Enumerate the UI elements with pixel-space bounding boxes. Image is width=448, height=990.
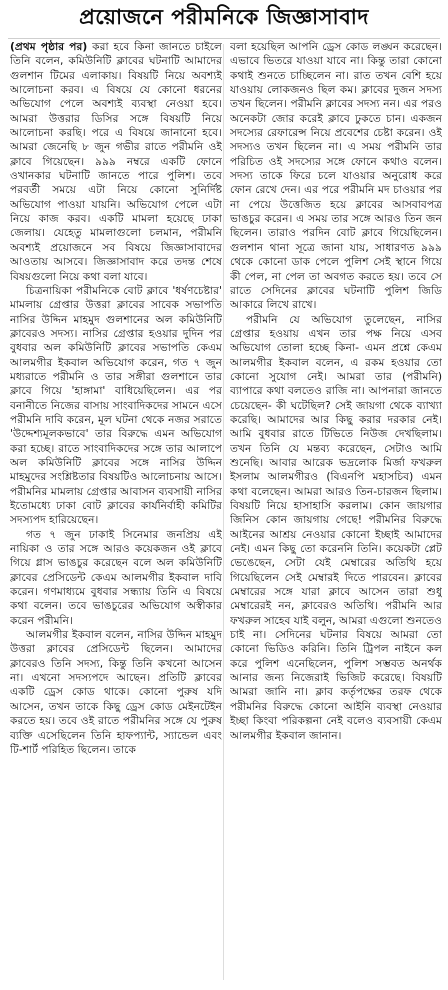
paragraph-text: করা হবে কিনা জানতে চাইলে তিনি বলেন, কমিউনিটি ক্লাবের ঘটনাটি আমাদের গুলশান টিমের এলাকায়। বিষয়টি নিয়ে অবশ্যই আলোচনা করব। এ বিষয়ে যে কোনো ধরনের অভিযোগ পেলে অবশ্যই ব্যবস্থা নেওয়া হবে। আমরা উত্তরার ডিসির সঙ্গে বিষয়টি নিয়ে আলোচনা করছি। পরে এ বিষয়ে জানানো হবে। আমরা জেনেছি ৮ জুন গভীর রাতে পরীমনি ওই ক্লাবে গিয়েছেন। ৯৯৯ নম্বরে একটি ফোনে ওখানকার ঘটনাটি জানতে পারে পুলিশ। তবে পরবর্তী সময়ে এটা নিয়ে কোনো সুনির্দিষ্ট অভিযোগ পাওয়া যায়নি। অভিযোগ পেলে এটা নিয়ে কাজ করব। একটি মামলা হয়েছে ঢাকা জেলায়। যেহেতু মামলাগুলো চলমান, পরীমনি অবশ্যই প্রয়োজনে সব বিষয়ে জিজ্ঞাসাবাদের আওতায় আসবে। জিজ্ঞাসাবাদ করে তদন্ত শেষে বিষয়গুলো নিয়ে কথা বলা যাবে। (10, 40, 222, 283)
paragraph (10, 40, 222, 284)
headline-rule (8, 38, 440, 39)
paragraph: গত ৭ জুন ঢাকাই সিনেমার জনপ্রিয় এই নায়িকা ও তার সঙ্গে আরও কয়েকজন ওই ক্লাবে গিয়ে গ্লাস ভাঙচুর করেছেন বলে অল কমিউনিটি ক্লাবের প্রেসিডেন্ট কেএম আলমগীর ইকবাল দাবি করেন। গণমাধ্যমে বুধবার সন্ধ্যায় তিনি এ বিষয়ে কথা বলেন। তবে ভাঙচুরের অভিযোগ অস্বীকার করেন পরীমনি। (10, 527, 222, 627)
continuation-label: (প্রথম পৃষ্ঠার পর) (10, 40, 88, 53)
article-column-left (10, 40, 222, 986)
article-column-right (230, 40, 442, 986)
paragraph: পরীমনি যে অভিযোগ তুলেছেন, নাসির গ্রেপ্তার হওয়ায় এখন তার পক্ষ নিয়ে এসব অভিযোগ তোলা হচ্ছে কিনা- এমন প্রশ্নে কেএম আলমগীর ইকবাল বলেন, এ রকম হওয়ার তো কোনো সুযোগ নেই। আমরা তার (পরীমনি) ব্যাপারে কথা বলতেও রাজি না। আপনারা জানতে চেয়েছেন- কী ঘটেছিল? সেই জায়গা থেকে ব্যাখ্যা করেছি। আমাদের আর কিছু করার দরকার নেই। আমি বুধবার রাতে টিভিতে নিউজ দেখছিলাম। তখন তিনি যে মন্তব্য করেছেন, সেটাও আমি শুনেছি। আবার আরেক ভদ্রলোক মির্জা ফখরুল ইসলাম আলমগীরও (বিএনপি মহাসচিব) এমন কথা বলেছেন। আমরা আরও তিন-চারজন ছিলাম। বিষয়টি নিয়ে হাসাহাসি করলাম। কোন জায়গার জিনিস কোন জায়গায় গেছে! পরীমনির বিরুদ্ধে আইনের আশ্রয় নেওয়ার কোনো ইচ্ছাই আমাদের নেই। এমন কিছু তো করেননি তিনি। কয়েকটা প্লেট ভেঙেছেন, সেটা যেই মেম্বারের অতিথি হয়ে গিয়েছিলেন সেই মেম্বারই দিতে পারবেন। ক্লাবের মেম্বারের সঙ্গে যারা ক্লাবে আসেন তারা শুধু মেম্বারেরই নন, ক্লাবেরও অতিথি। পরীমনি আর ফখরুল সাহেব যাই বলুন, আমরা এগুলো শুনতেও চাই না। সেদিনের ঘটনার বিষয়ে আমরা তো কোনো ভিডিও করিনি। তিনি ট্রিপল নাইনে কল করে পুলিশ এনেছিলেন, পুলিশ সম্ভবত অনর্থক আনার জন্য নিজেরাই ভিজিট করেছে। বিষয়টি আমরা জানি না। ক্লাব কর্তৃপক্ষের তরফ থেকে পরীমনির বিরুদ্ধে কোনো আইনি ব্যবস্থা নেওয়ার ইচ্ছা কিংবা পরিকল্পনা নেই বলেও ব্যবসায়ী কেএম আলমগীর ইকবাল জানান। (230, 312, 442, 742)
paragraph: বলা হয়েছিল আপনি ড্রেস কোড লঙ্ঘন করেছেন। এভাবে ভিতরে যাওয়া যাবে না। কিন্তু তারা কোনো কথাই শুনতে চাচ্ছিলেন না। রাত তখন বেশি হয়ে যাওয়ায় লোকজনও ছিল কম। ক্লাবের দুজন সদস্য তখন ছিলেন। পরীমনি ক্লাবের সদস্য নন। এর পরও অনেকটা জোর করেই ক্লাবে ঢুকতে চান। একজন সদস্যের রেফারেন্স নিয়ে প্রবেশের চেষ্টা করেন। ওই সদস্যও তখন ছিলেন না। এ সময় পরীমনি তার পরিচিত ওই সদস্যের সঙ্গে ফোনে কথাও বলেন। সদস্য তাকে ফিরে চলে যাওয়ার অনুরোধ করে ফোন রেখে দেন। এর পরে পরীমনি মদ চাওয়ার পর না পেয়ে উত্তেজিত হয়ে ক্লাবের আসবাবপত্র ভাঙচুর করেন। এ সময় তার সঙ্গে আরও তিন জন ছিলেন। তারাও পরদিন বোট ক্লাবে গিয়েছিলেন। গুলশান থানা সূত্রে জানা যায়, সাধারণত ৯৯৯ থেকে কোনো ডাক পেলে পুলিশ সেই স্থানে গিয়ে কী পেল, না পেল তা অবগত করতে হয়। তবে সে রাতে সেদিনের ক্লাবের ঘটনাটি পুলিশ জিডি আকারে লিখে রাখে। (230, 40, 442, 312)
article-headline: প্রয়োজনে পরীমনিকে জিজ্ঞাসাবাদ (79, 4, 369, 29)
column-divider (223, 44, 224, 980)
paragraph: চিত্রনায়িকা পরীমনিকে বোট ক্লাবে 'ধর্ষণচেষ্টার' মামলায় গ্রেপ্তার উত্তরা ক্লাবের সাবেক সভাপতি নাসির উদ্দিন মাহমুদ গুলশানের অল কমিউনিটি ক্লাবেরও সদস্য। নাসির গ্রেপ্তার হওয়ার দুদিন পর বুধবার অল কমিউনিটি ক্লাবের সভাপতি কেএম আলমগীর ইকবাল অভিযোগ করেন, গত ৭ জুন মধ্যরাতে পরীমনি ও তার সঙ্গীরা গুলশানে তার ক্লাবে গিয়ে 'হাঙ্গামা' বাধিয়েছিলেন। এর পর বনানীতে নিজের বাসায় সাংবাদিকদের সামনে এসে পরীমনি দাবি করেন, মূল ঘটনা থেকে নজর সরাতে 'উদ্দেশ্যমূলকভাবে' তার বিরুদ্ধে এমন অভিযোগ করা হচ্ছে। রাতে সাংবাদিকদের সঙ্গে তার আলাপে অল কমিউনিটি ক্লাবের সঙ্গে নাসির উদ্দিন মাহমুদের সংশ্লিষ্টতার বিষয়টিও আলোচনায় আসে। পরীমনির মামলায় গ্রেপ্তার আবাসন ব্যবসায়ী নাসির ইতোমধ্যে ঢাকা বোট ক্লাবের কার্যনির্বাহী কমিটির সদস্যপদ হারিয়েছেন। (10, 283, 222, 527)
paragraph: আলমগীর ইকবাল বলেন, নাসির উদ্দিন মাহমুদ উত্তরা ক্লাবের প্রেসিডেন্ট ছিলেন। আমাদের ক্লাবেরও তিনি সদস্য, কিন্তু তিনি কখনো আসেন না। এখনো সদস্যপদে আছেন। প্রতিটি ক্লাবের একটি ড্রেস কোড থাকে। কোনো পুরুষ যদি আসেন, তখন তাকে কিছু ড্রেস কোড মেইনটেইন করতে হয়। তবে ওই রাতে পরীমনির সঙ্গে যে পুরুষ ব্যক্তি এসেছিলেন তিনি হাফপ্যান্ট, স্যান্ডেল এবং টি-শার্ট পরিহিত ছিলেন। তাকে (10, 628, 222, 756)
